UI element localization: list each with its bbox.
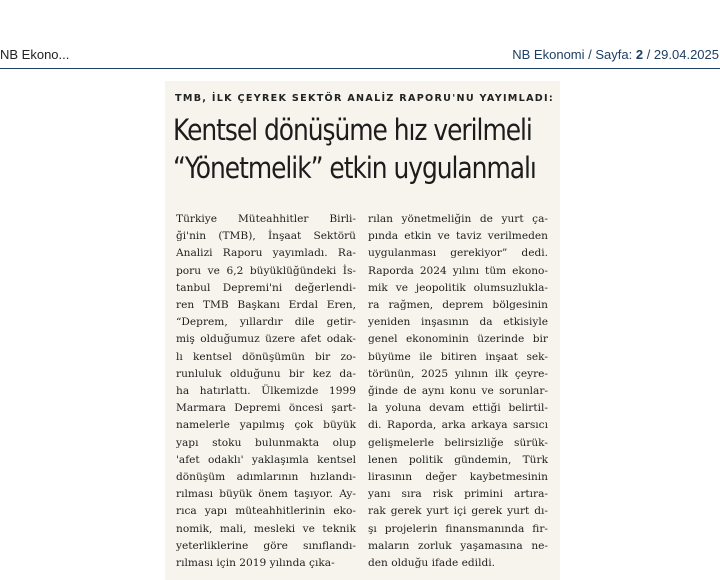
- article-text-line: ren TMB Başkanı Erdal Eren,: [176, 299, 356, 312]
- article-text-line: ha hatırlattı. Ülkemizde 1999: [176, 385, 356, 398]
- article-text-line: Marmara Depremi öncesi şart-: [176, 402, 356, 415]
- article-text-line: rılması büyük önem taşıyor. Ay-: [176, 488, 356, 501]
- article-text-line: ra rağmen, deprem bölgesinin: [368, 299, 548, 312]
- article-text-line: mik ve jeopolitik olumsuzlukla-: [368, 281, 548, 294]
- article-text-line: “Deprem, yıllardır dile getir-: [176, 316, 356, 329]
- article-text-line: şı projelerin finansmanında fir-: [368, 522, 548, 535]
- article-text-line: büyüme ile bitiren inşaat sek-: [368, 350, 548, 363]
- newspaper-clipping: [165, 81, 560, 580]
- article-text-line: namelerle yapılmış çok büyük: [176, 419, 356, 432]
- article-text-line: la yoluna devam ettiği belirtil-: [368, 402, 548, 415]
- article-text-line: genel ekonominin üzerinde bir: [368, 333, 548, 346]
- article-text-line: ği'nin (TMB), İnşaat Sektörü: [176, 230, 356, 243]
- page-label: Sayfa:: [595, 47, 633, 62]
- article-text-line: yanı sıra risk primini artıra-: [368, 488, 548, 501]
- article-text-line: nomik, mali, mesleki ve teknik: [176, 522, 356, 535]
- article-kicker: TMB, İLK ÇEYREK SEKTÖR ANALİZ RAPORU'NU YAYIMLADI:: [175, 93, 555, 104]
- article-text-line: lı kentsel dönüşümün bir zo-: [176, 350, 356, 363]
- article-text-line: Raporda 2024 yılını tüm ekono-: [368, 264, 548, 277]
- article-text-line: maların zorluk yaşamasına ne-: [368, 539, 548, 552]
- article-text-line: ğinde de aynı konu ve sorunlar-: [368, 385, 548, 398]
- article-column-2: [368, 211, 548, 572]
- article-text-line: lirasının değer kaybetmesinin: [368, 471, 548, 484]
- article-text-line: poru ve 6,2 büyüklüğündeki İs-: [176, 264, 356, 277]
- article-text-line: miş olduğumuz üzere afet odak-: [176, 333, 356, 346]
- article-text-line: rılan yönetmeliğin de yurt ça-: [368, 213, 548, 225]
- article-text-line: den olduğu ifade edildi.: [368, 557, 495, 570]
- source-info: NB Ekonomi / Sayfa: 2 / 29.04.2025: [512, 47, 719, 62]
- page-number: 2: [635, 47, 644, 62]
- article-text-line: Analizi Raporu yayımladı. Ra-: [176, 247, 356, 260]
- headline-line-2: “Yönetmelik” etkin uygulanmalı: [173, 151, 536, 185]
- article-text-line: uygulanması gerekiyor” dedi.: [368, 247, 548, 260]
- article-text-line: rılması için 2019 yılında çıka-: [176, 557, 335, 570]
- article-text-line: 'afet odaklı' yaklaşımla kentsel: [176, 453, 356, 466]
- source-short-label: NB Ekono...: [0, 47, 70, 62]
- article-text-line: yeterliklerine göre sınıflandı-: [176, 539, 356, 552]
- publication-date: 29.04.2025: [653, 47, 719, 62]
- article-text-line: dönüşüm adımlarının hızlandı-: [176, 471, 356, 484]
- article-text-line: tanbul Depremi'ni değerlendi-: [176, 281, 356, 294]
- article-text-line: gelişmelerle belirsizliğe sürük-: [368, 436, 548, 449]
- article-text-line: rak gerek yurt içi gerek yurt dı-: [368, 505, 548, 518]
- article-text-line: Türkiye Müteahhitler Birli-: [176, 213, 356, 225]
- article-text-line: törünün, 2025 yılının ilk çeyre-: [368, 367, 548, 380]
- article-text-line: lenen politik gündemin, Türk: [368, 453, 548, 466]
- article-text-line: di. Raporda, arka arkaya sarsıcı: [368, 419, 548, 432]
- source-name: NB Ekonomi: [512, 47, 585, 62]
- headline-line-1: Kentsel dönüşüme hız verilmeli: [173, 113, 532, 147]
- article-text-line: runluluk olduğunu bir kez da-: [176, 367, 356, 380]
- article-text-line: rıca yapı müteahhitlerinin eko-: [176, 505, 356, 518]
- article-column-1: [176, 211, 356, 572]
- article-text-line: yapı stoku bulunmakta olup: [176, 436, 356, 449]
- article-text-line: pında etkin ve taviz verilmeden: [368, 230, 548, 243]
- article-text-line: yeniden inşasının da etkisiyle: [368, 316, 548, 329]
- header-divider: [0, 68, 720, 69]
